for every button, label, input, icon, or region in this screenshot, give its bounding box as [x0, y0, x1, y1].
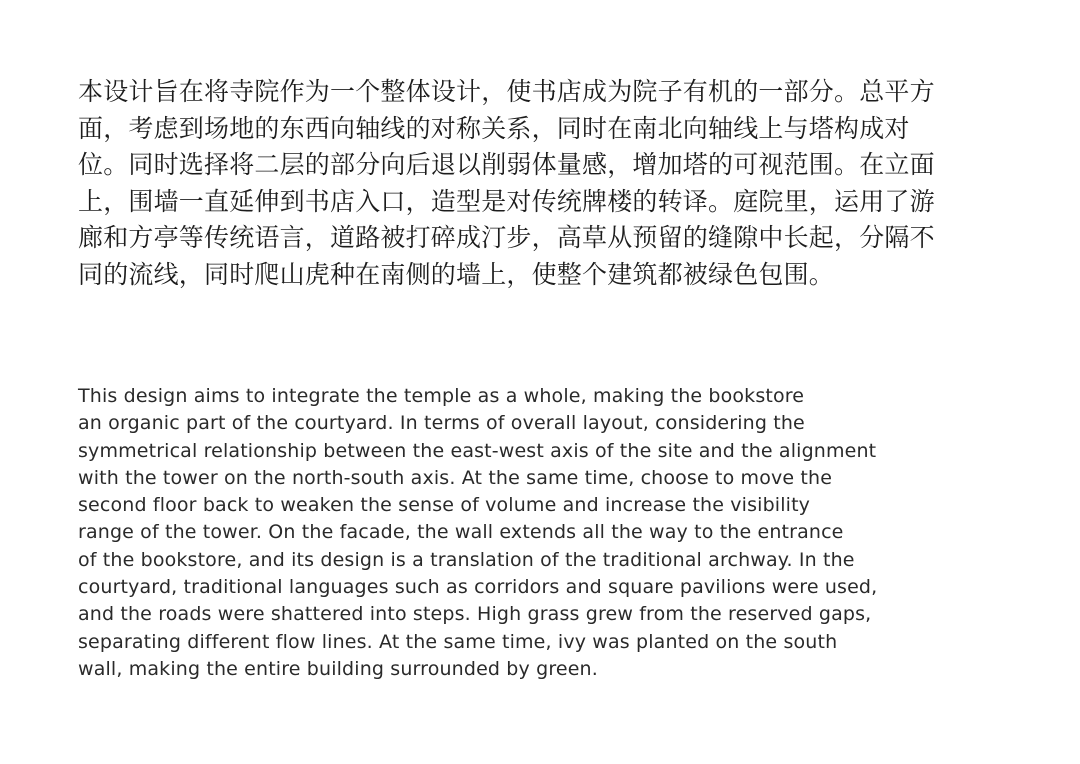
- english-text-line: of the bookstore, and its design is a translation of the traditional archway. In the: [78, 548, 855, 571]
- chinese-text-line: 上，围墙一直延伸到书店入口，造型是对传统牌楼的转译。庭院里，运用了游: [78, 186, 935, 216]
- english-text-line: symmetrical relationship between the east-west axis of the site and the alignment: [78, 439, 877, 462]
- english-text-line: an organic part of the courtyard. In terms of overall layout, considering the: [78, 412, 805, 435]
- english-description-paragraph: [78, 383, 1038, 683]
- english-text-line: courtyard, traditional languages such as corridors and square pavilions were used,: [78, 576, 878, 599]
- chinese-text-line: 同的流线，同时爬山虎种在南侧的墙上，使整个建筑都被绿色包围。: [78, 259, 835, 289]
- english-text-line: wall, making the entire building surrounded by green.: [78, 657, 598, 680]
- english-text-line: This design aims to integrate the temple as a whole, making the bookstore: [78, 385, 805, 407]
- english-text-line: range of the tower. On the facade, the wall extends all the way to the entrance: [78, 521, 844, 544]
- chinese-text-line: 廊和方亭等传统语言，道路被打碎成汀步，高草从预留的缝隙中长起，分隔不: [78, 223, 935, 252]
- english-text-line: with the tower on the north-south axis. At the same time, choose to move the: [78, 466, 833, 489]
- english-text-line: and the roads were shattered into steps. High grass grew from the reserved gaps,: [78, 603, 872, 626]
- chinese-description-paragraph: [78, 74, 1008, 293]
- english-text-line: second floor back to weaken the sense of volume and increase the visibility: [78, 494, 811, 517]
- chinese-text-line: 位。同时选择将二层的部分向后退以削弱体量感，增加塔的可视范围。在立面: [78, 150, 935, 179]
- chinese-text-line: 面，考虑到场地的东西向轴线的对称关系，同时在南北向轴线上与塔构成对: [78, 113, 910, 143]
- chinese-text-line: 本设计旨在将寺院作为一个整体设计，使书店成为院子有机的一部分。总平方: [78, 77, 935, 106]
- english-text-line: separating different flow lines. At the same time, ivy was planted on the south: [78, 630, 838, 653]
